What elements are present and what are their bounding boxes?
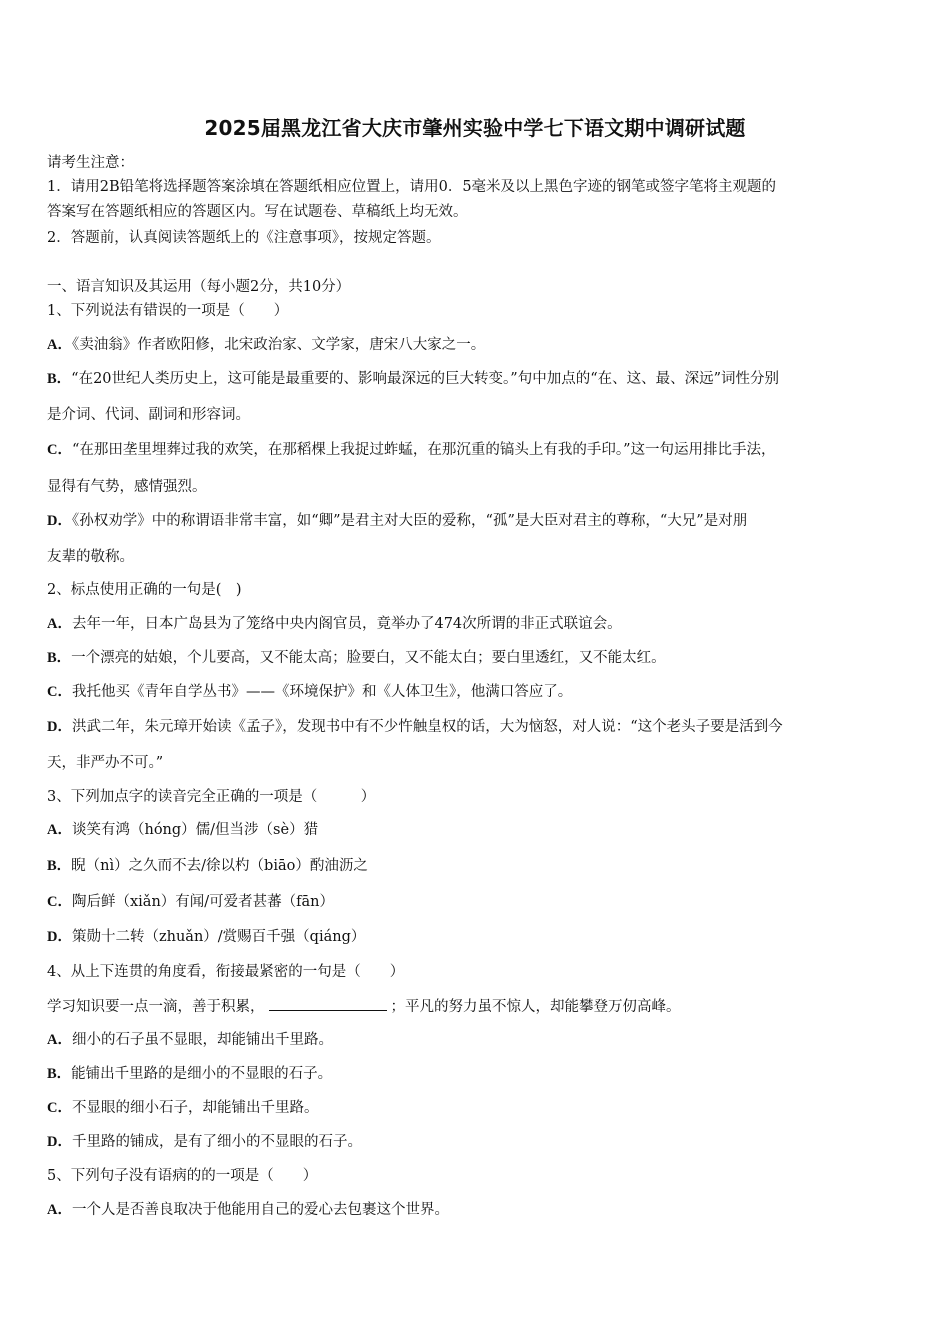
option-text: “在20世纪人类历史上，这可能是最重要的、影响最深远的巨大转变。”句中加点的“在、这、最、深远”词性分别 [71, 371, 780, 387]
option-label: B． [47, 371, 72, 387]
option-label: C． [47, 442, 72, 458]
q1-option-c [47, 440, 907, 460]
option-text: 谈笑有鸿（hóng）儒/但当涉（sè）猎 [71, 822, 319, 838]
option-label: A． [47, 337, 72, 353]
option-text: 一个人是否善良取决于他能用自己的爱心去包裹这个世界。 [71, 1202, 449, 1218]
q1-option-b-cont: 是介词、代词、副词和形容词。 [47, 407, 250, 423]
question-5-stem: 5、下列句子没有语病的的一项是（ ） [47, 1168, 318, 1184]
notice-item-2: 2．答题前，认真阅读答题纸上的《注意事项》，按规定答题。 [47, 230, 441, 246]
q1-option-d [47, 511, 907, 531]
section-heading: 一、语言知识及其运用（每小题2分，共10分） [47, 279, 351, 295]
question-1-stem: 1、下列说法有错误的一项是（ ） [47, 303, 289, 319]
q1-option-a [47, 335, 907, 355]
option-label: A． [47, 616, 72, 632]
option-text: 睨（nì）之久而不去/徐以杓（biāo）酌油沥之 [71, 858, 368, 874]
fill-in-blank [269, 996, 387, 1011]
passage-part-1: 学习知识要一点一滴，善于积累， [47, 999, 265, 1015]
q5-option-a [47, 1200, 907, 1220]
option-text: 洪武二年，朱元璋开始读《孟子》，发现书中有不少忤触皇权的话，大为恼怒，对人说：“这个老头子要是活到今 [71, 719, 783, 735]
question-2-stem: 2、标点使用正确的一句是( ) [47, 582, 242, 598]
q4-passage [47, 996, 907, 1017]
option-label: C． [47, 1100, 72, 1116]
notice-heading: 请考生注意： [47, 155, 134, 171]
option-label: D． [47, 513, 72, 529]
option-label: A． [47, 1202, 72, 1218]
option-text: 细小的石子虽不显眼，却能铺出千里路。 [71, 1032, 333, 1048]
q3-option-a [47, 820, 907, 840]
option-label: D． [47, 1134, 72, 1150]
option-text: 不显眼的细小石子，却能铺出千里路。 [71, 1100, 319, 1116]
option-label: B． [47, 650, 72, 666]
option-text: 我托他买《青年自学丛书》——《环境保护》和《人体卫生》，他满口答应了。 [71, 684, 573, 700]
question-4-stem: 4、从上下连贯的角度看，衔接最紧密的一句是（ ） [47, 964, 405, 980]
page-title: 2025届黑龙江省大庆市肇州实验中学七下语文期中调研试题 [204, 116, 746, 140]
q3-option-d [47, 927, 907, 947]
option-text: 陶后鲜（xiǎn）有闻/可爱者甚蕃（fān） [71, 894, 335, 910]
option-text: 《孙权劝学》中的称谓语非常丰富，如“卿”是君主对大臣的爱称，“孤”是大臣对君主的尊称，“大兄”是对朋 [71, 513, 748, 529]
option-label: B． [47, 858, 72, 874]
q1-option-c-cont: 显得有气势，感情强烈。 [47, 479, 207, 495]
option-label: A． [47, 1032, 72, 1048]
q4-option-b [47, 1064, 907, 1084]
option-label: A． [47, 822, 72, 838]
option-label: B． [47, 1066, 72, 1082]
q3-option-c [47, 892, 907, 912]
q2-option-d [47, 717, 907, 737]
q4-option-a [47, 1030, 907, 1050]
option-text: 去年一年，日本广岛县为了笼络中央内阁官员，竟举办了474次所谓的非正式联谊会。 [71, 616, 622, 632]
option-text: 《卖油翁》作者欧阳修，北宋政治家、文学家，唐宋八大家之一。 [71, 337, 486, 353]
q1-option-b [47, 369, 907, 389]
q1-option-d-cont: 友辈的敬称。 [47, 549, 134, 565]
option-label: C． [47, 894, 72, 910]
option-label: D． [47, 929, 72, 945]
option-label: D． [47, 719, 72, 735]
option-text: 千里路的铺成，是有了细小的不显眼的石子。 [71, 1134, 362, 1150]
q3-option-b [47, 856, 907, 876]
q2-option-c [47, 682, 907, 702]
option-label: C． [47, 684, 72, 700]
option-text: 策勋十二转（zhuǎn）/赏赐百千强（qiáng） [71, 929, 366, 945]
passage-part-2: ；平凡的努力虽不惊人，却能攀登万仞高峰。 [390, 999, 681, 1015]
q2-option-b [47, 648, 907, 668]
q2-option-a [47, 614, 907, 634]
q2-option-d-cont: 天，非严办不可。” [47, 755, 164, 771]
notice-item-1: 1．请用2B铅笔将选择题答案涂填在答题纸相应位置上，请用0．5毫米及以上黑色字迹的钢笔或签字笔将主观题的 [47, 179, 777, 195]
option-text: “在那田垄里埋葬过我的欢笑，在那稻棵上我捉过蚱蜢，在那沉重的镐头上有我的手印。”这一句运用排比手法， [71, 442, 776, 458]
notice-item-1-cont: 答案写在答题纸相应的答题区内。写在试题卷、草稿纸上均无效。 [47, 204, 468, 220]
option-text: 一个漂亮的姑娘，个儿要高，又不能太高；脸要白，又不能太白；要白里透红，又不能太红。 [71, 650, 666, 666]
option-text: 能铺出千里路的是细小的不显眼的石子。 [71, 1066, 333, 1082]
q4-option-c [47, 1098, 907, 1118]
question-3-stem: 3、下列加点字的读音完全正确的一项是（ ） [47, 789, 376, 805]
q4-option-d [47, 1132, 907, 1152]
